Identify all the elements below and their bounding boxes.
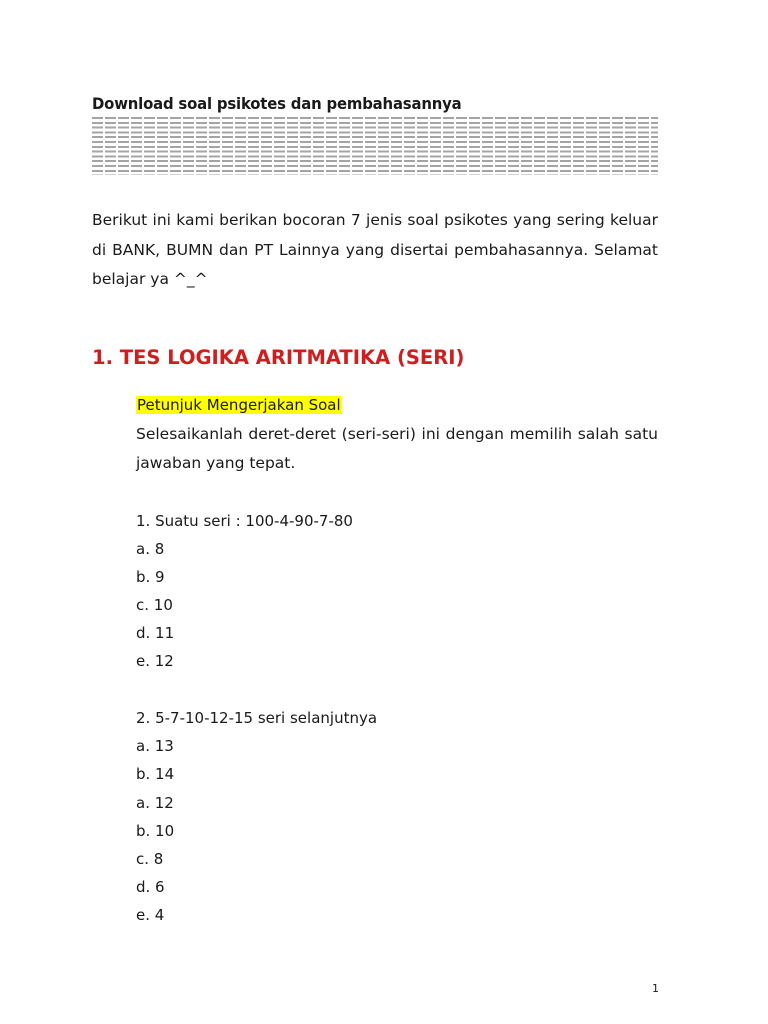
question-1-option: c. 10 [136,596,173,614]
instruction-heading: Petunjuk Mengerjakan Soal [137,396,341,414]
document-title: Download soal psikotes dan pembahasannya [92,94,462,113]
section-title: 1. TES LOGIKA ARITMATIKA (SERI) [92,346,465,369]
fine-print-block [92,117,658,175]
question-2-option: d. 6 [136,878,165,896]
question-1-option: a. 8 [136,540,165,558]
instruction-text: Selesaikanlah deret-deret (seri-seri) ini dengan memilih salah satu jawaban yang tepat. [136,425,658,472]
intro-paragraph: Berikut ini kami berikan bocoran 7 jenis soal psikotes yang sering keluar di BANK, BUMN dan PT Lainnya yang disertai pembahasannya. Selamat belajar ya ^_^ [92,211,658,288]
question-2-option: b. 14 [136,765,175,783]
question-2-option: c. 8 [136,850,164,868]
question-1: 1. Suatu seri : 100-4-90-7-80 [136,512,353,530]
question-1-option: e. 12 [136,652,174,670]
question-2-option: b. 10 [136,822,175,840]
question-1-option: b. 9 [136,568,165,586]
page-number: 1 [652,982,659,995]
question-2-option: a. 13 [136,737,174,755]
question-2: 2. 5-7-10-12-15 seri selanjutnya [136,709,378,727]
question-2-option: e. 4 [136,906,165,924]
question-1-option: d. 11 [136,624,175,642]
question-2-option: a. 12 [136,794,174,812]
